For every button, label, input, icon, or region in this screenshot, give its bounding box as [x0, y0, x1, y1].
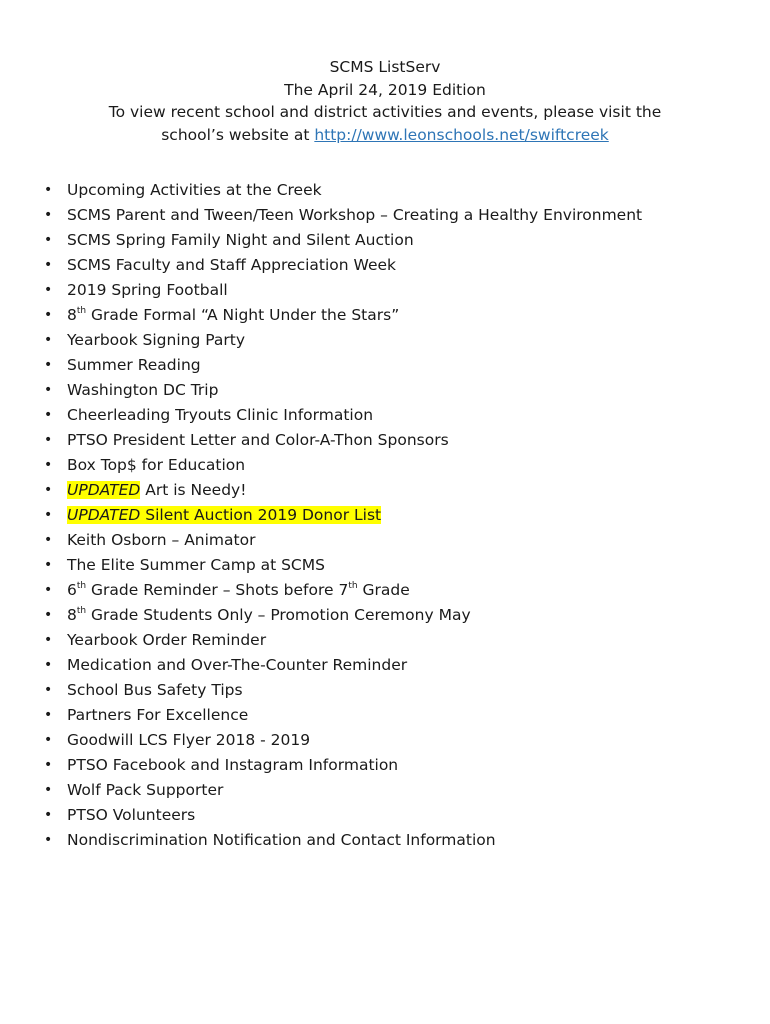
list-item	[0, 478, 770, 503]
website-line	[0, 124, 770, 147]
list-item-text: Box Top$ for Education	[67, 456, 246, 474]
list-item	[0, 828, 770, 853]
bullet-icon: •	[44, 632, 53, 648]
bullet-icon: •	[44, 582, 53, 598]
list-item	[0, 228, 770, 253]
list-item-text: The Elite Summer Camp at SCMS	[67, 556, 325, 574]
bullet-icon: •	[44, 357, 53, 373]
list-item	[0, 753, 770, 778]
list-item	[0, 253, 770, 278]
bullet-icon: •	[44, 707, 53, 723]
item-number: 8	[67, 606, 77, 624]
list-item-text: Keith Osborn – Animator	[67, 531, 256, 549]
item-label: Grade Students Only – Promotion Ceremony May	[86, 606, 471, 624]
list-item-text: Wolf Pack Supporter	[67, 781, 224, 799]
ordinal-suffix: th	[76, 305, 87, 316]
list-item	[0, 728, 770, 753]
item-label: Grade Reminder – Shots before 7	[86, 581, 349, 599]
list-item	[0, 528, 770, 553]
list-item	[0, 203, 770, 228]
list-item	[0, 628, 770, 653]
list-item	[0, 178, 770, 203]
list-item-text: SCMS Faculty and Staff Appreciation Week	[67, 256, 396, 274]
listserv-title: SCMS ListServ	[329, 58, 441, 76]
list-item	[0, 678, 770, 703]
list-item-text	[67, 303, 399, 328]
list-item-text: Yearbook Order Reminder	[67, 631, 267, 649]
bullet-icon: •	[44, 407, 53, 423]
list-item-text: Summer Reading	[67, 356, 201, 374]
bullet-icon: •	[44, 182, 53, 198]
ordinal-suffix: th	[76, 605, 87, 616]
list-item	[0, 578, 770, 603]
list-item-text	[67, 578, 410, 603]
list-item-text: Cheerleading Tryouts Clinic Information	[67, 406, 374, 424]
list-item-text: Washington DC Trip	[67, 381, 219, 399]
bullet-icon: •	[44, 482, 53, 498]
list-item	[0, 803, 770, 828]
list-item-text: Partners For Excellence	[67, 706, 249, 724]
school-website-link[interactable]: http://www.leonschools.net/swiftcreek	[314, 125, 609, 144]
list-item-text: SCMS Parent and Tween/Teen Workshop – Creating a Healthy Environment	[67, 206, 643, 224]
item-label: Grade	[357, 581, 410, 599]
list-item	[0, 403, 770, 428]
item-label: Silent Auction 2019 Donor List	[140, 506, 382, 524]
list-item	[0, 603, 770, 628]
bullet-icon: •	[44, 807, 53, 823]
ordinal-suffix: th	[76, 580, 87, 591]
list-item-text: PTSO President Letter and Color-A-Thon Sponsors	[67, 431, 449, 449]
bullet-icon: •	[44, 607, 53, 623]
bullet-icon: •	[44, 532, 53, 548]
list-item-text: Yearbook Signing Party	[67, 331, 246, 349]
list-item	[0, 303, 770, 328]
bullet-icon: •	[44, 382, 53, 398]
bullet-icon: •	[44, 282, 53, 298]
updated-tag: UPDATED	[67, 481, 141, 499]
bullet-icon: •	[44, 682, 53, 698]
list-item	[0, 328, 770, 353]
list-item-text: Upcoming Activities at the Creek	[67, 181, 322, 199]
bullet-icon: •	[44, 557, 53, 573]
bullet-icon: •	[44, 757, 53, 773]
item-label: Art is Needy!	[140, 481, 247, 499]
list-item	[0, 353, 770, 378]
list-item-text: Nondiscrimination Notification and Contact Information	[67, 831, 496, 849]
website-prefix: school’s website at	[161, 125, 315, 144]
list-item	[0, 428, 770, 453]
bullet-icon: •	[44, 332, 53, 348]
list-item	[0, 703, 770, 728]
updated-tag: UPDATED	[67, 506, 141, 524]
list-item	[0, 653, 770, 678]
bullet-icon: •	[44, 782, 53, 798]
bullet-icon: •	[44, 232, 53, 248]
list-item	[0, 453, 770, 478]
list-item	[0, 278, 770, 303]
list-item-text: Medication and Over-The-Counter Reminder	[67, 656, 408, 674]
bullet-icon: •	[44, 832, 53, 848]
list-item	[0, 378, 770, 403]
list-item-text: Goodwill LCS Flyer 2018 - 2019	[67, 731, 311, 749]
list-item-text: PTSO Volunteers	[67, 806, 196, 824]
list-item	[0, 553, 770, 578]
bullet-icon: •	[44, 457, 53, 473]
document-header	[0, 56, 770, 146]
edition-line: The April 24, 2019 Edition	[284, 80, 486, 99]
list-item-text: SCMS Spring Family Night and Silent Auction	[67, 231, 414, 249]
item-number: 8	[67, 306, 77, 324]
intro-line: To view recent school and district activities and events, please visit the	[108, 103, 662, 121]
bullet-icon: •	[44, 257, 53, 273]
bullet-icon: •	[44, 207, 53, 223]
list-item	[0, 503, 770, 528]
item-number: 6	[67, 581, 77, 599]
bullet-icon: •	[44, 732, 53, 748]
ordinal-suffix: th	[348, 580, 358, 591]
bullet-icon: •	[44, 432, 53, 448]
list-item-text: School Bus Safety Tips	[67, 681, 243, 699]
item-label: Grade Formal “A Night Under the Stars”	[86, 306, 400, 324]
list-item	[0, 778, 770, 803]
bullet-icon: •	[44, 657, 53, 673]
bullet-icon: •	[44, 307, 53, 323]
bullet-icon: •	[44, 507, 53, 523]
list-item-text: 2019 Spring Football	[67, 281, 228, 299]
list-item-text: PTSO Facebook and Instagram Information	[67, 756, 399, 774]
contents-list	[0, 178, 770, 853]
list-item-text	[67, 478, 246, 503]
list-item-text	[67, 603, 471, 628]
list-item-text	[67, 503, 381, 528]
